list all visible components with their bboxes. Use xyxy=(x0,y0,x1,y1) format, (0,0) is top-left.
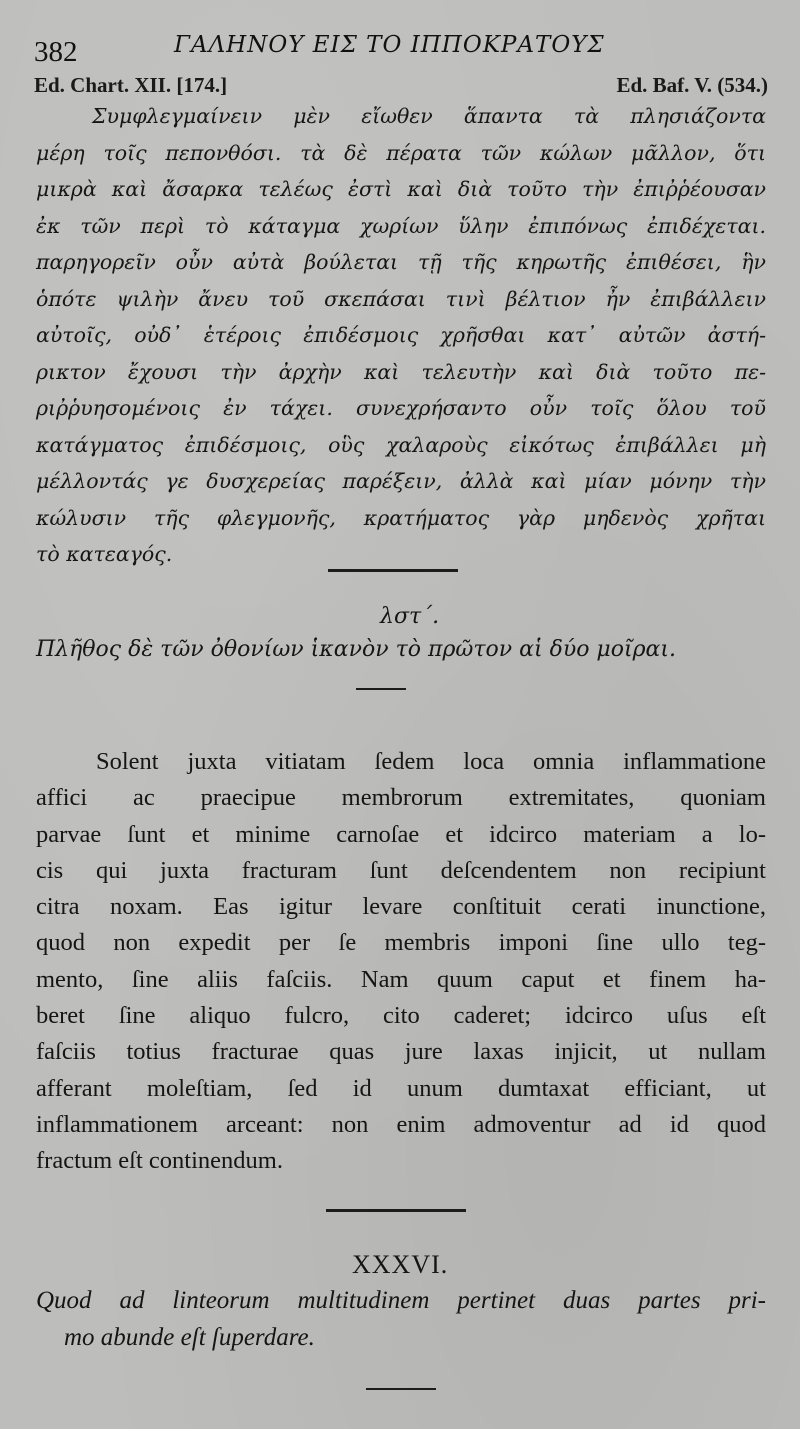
greek-line: ἐκ τῶν περὶ τὸ κάταγμα χωρίων ὕλην ἐπιπόνως ἐπιδέχεται. xyxy=(36,213,766,238)
latin-line: Solent juxta vitiatam ſedem loca omnia inflammatione xyxy=(96,748,766,775)
latin-line: fractum eſt continendum. xyxy=(36,1147,283,1175)
greek-line: κώλυσιν τῆς φλεγμονῆς, κρατήματος γὰρ μηδενὸς χρῆται xyxy=(36,505,766,530)
page-number: 382 xyxy=(34,36,78,68)
greek-line: Συμφλεγμαίνειν μὲν εἴωθεν ἅπαντα τὰ πλησιάζοντα xyxy=(92,104,766,128)
latin-line: faſciis totius fracturae quas jure laxas injicit, ut nullam xyxy=(36,1038,766,1066)
latin-line: quod non expedit per ſe membris imponi ſine ullo teg- xyxy=(36,929,766,957)
latin-line: affici ac praecipue membrorum extremitates, quoniam xyxy=(36,784,766,812)
latin-line: mento, ſine aliis faſciis. Nam quum caput et finem ha- xyxy=(36,965,766,993)
section-divider xyxy=(366,1388,436,1390)
latin-line: inflammationem arceant: non enim admoventur ad id quod xyxy=(36,1110,766,1138)
greek-line: παρηγορεῖν οὖν αὐτὰ βούλεται τῇ τῆς κηρωτῆς ἐπιθέσει, ἣν xyxy=(36,250,766,274)
latin-line: parvae ſunt et minime carnoſae et idcirco materiam a lo- xyxy=(36,820,766,848)
latin-lemma-line: mo abunde eſt ſuperdare. xyxy=(64,1324,315,1351)
edition-chartier-reference: Ed. Chart. XII. [174.] xyxy=(34,73,228,97)
greek-commentary xyxy=(36,98,766,573)
section-divider xyxy=(326,1209,466,1212)
greek-line: μέλλοντάς γε δυσχερείας παρέξειν, ἀλλὰ καὶ μίαν μόνην τὴν xyxy=(36,469,766,493)
greek-line: τὸ κατεαγός. xyxy=(36,542,173,566)
greek-line: κατάγματος ἐπιδέσμοις, οὓς χαλαροὺς εἰκότως ἐπιβάλλει μὴ xyxy=(36,432,766,457)
latin-lemma xyxy=(36,1282,766,1356)
greek-line: ὁπότε ψιλὴν ἄνευ τοῦ σκεπάσαι τινὶ βέλτιον ἦν ἐπιβάλλειν xyxy=(36,286,766,311)
latin-line: citra noxam. Eas igitur levare conſtituit cerati inunctione, xyxy=(36,893,766,921)
greek-line: μικρὰ καὶ ἄσαρκα τελέως ἐστὶ καὶ διὰ τοῦτο τὴν ἐπιῤῥέουσαν xyxy=(36,177,766,201)
running-title: ΓΑΛΗΝΟΥ ΕΙΣ ΤΟ ΙΠΠΟΚΡΑΤΟΥΣ xyxy=(174,32,605,58)
latin-line: afferant moleſtiam, ſed id unum dumtaxat efficiant, ut xyxy=(36,1074,766,1102)
edition-references xyxy=(34,73,768,101)
greek-section-number: λστ΄. xyxy=(380,604,440,629)
greek-line: αὐτοῖς, οὐδ᾽ ἑτέροις ἐπιδέσμοις χρῆσθαι κατ᾽ αὐτῶν ἀστή- xyxy=(36,323,766,347)
latin-commentary xyxy=(36,744,766,1180)
greek-line: ριῤῥυησομένοις ἐν τάχει. συνεχρήσαντο οὖν τοῖς ὅλου τοῦ xyxy=(36,396,766,420)
section-divider xyxy=(356,688,406,690)
latin-lemma-line: Quod ad linteorum multitudinem pertinet duas partes pri- xyxy=(36,1287,766,1314)
latin-line: cis qui juxta fracturam ſunt deſcendentem non recipiunt xyxy=(36,856,766,884)
section-divider xyxy=(328,569,458,572)
greek-line: ρικτον ἔχουσι τὴν ἀρχὴν καὶ τελευτὴν καὶ διὰ τοῦτο πε- xyxy=(36,359,766,384)
latin-section-number: XXXVI. xyxy=(352,1250,449,1279)
edition-basel-reference: Ed. Baf. V. (534.) xyxy=(616,73,768,97)
page-header xyxy=(34,28,760,68)
greek-lemma: Πλῆθος δὲ τῶν ὀθονίων ἱκανὸν τὸ πρῶτον αἱ δύο μοῖραι. xyxy=(36,637,677,662)
greek-line: μέρη τοῖς πεπονθόσι. τὰ δὲ πέρατα τῶν κώλων μᾶλλον, ὅτι xyxy=(36,140,766,165)
latin-line: beret ſine aliquo fulcro, cito caderet; idcirco uſus eſt xyxy=(36,1002,766,1030)
